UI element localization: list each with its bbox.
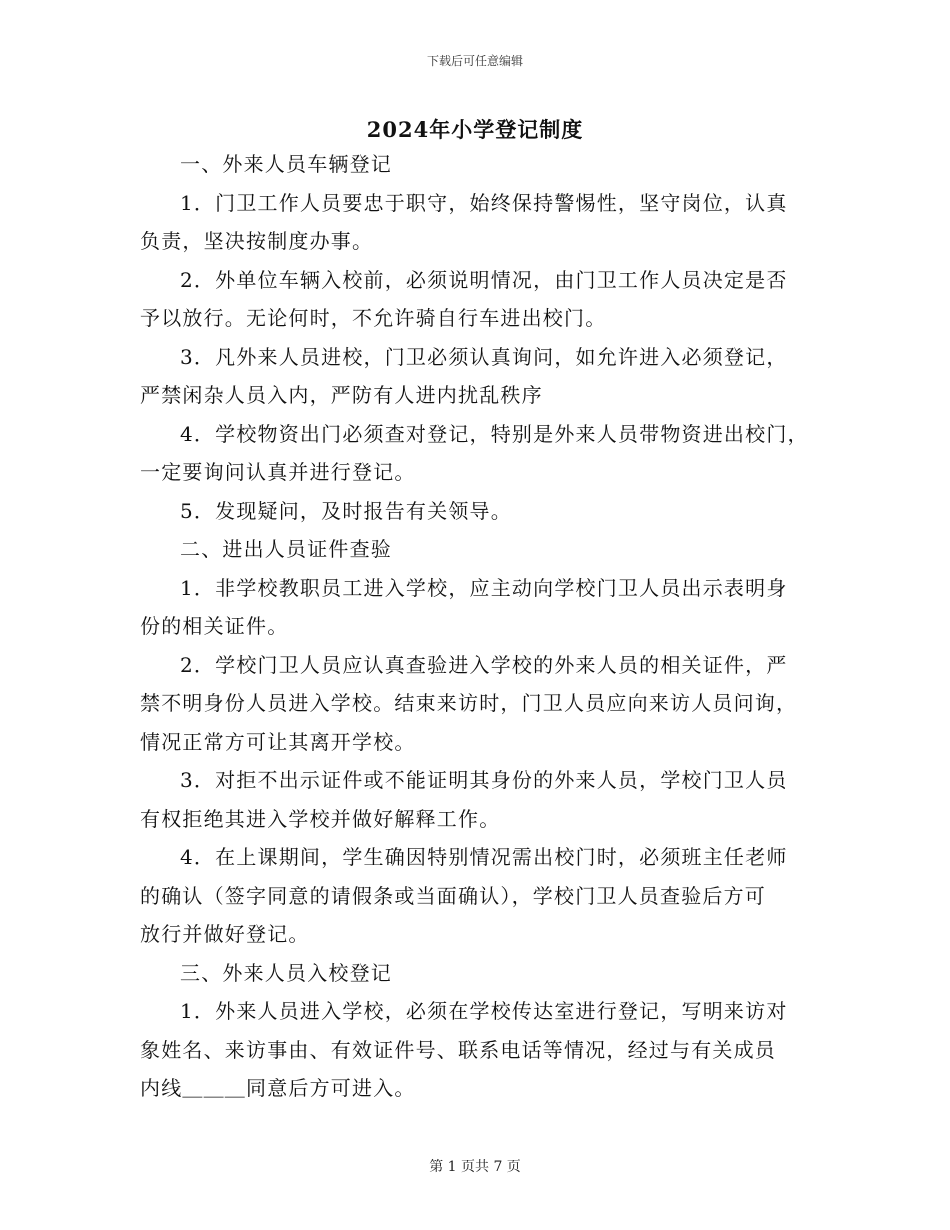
section-heading-2: 二、进出人员证件查验 <box>180 537 392 561</box>
paragraph: 5．发现疑问，及时报告有关领导。 <box>180 498 512 523</box>
paragraph: 2．学校门卫人员应认真查验进入学校的外来人员的相关证件，严 禁不明身份人员进入学校。结束来访时，门卫人员应向来访人员问询， 情况正常方可让其离开学校。 <box>140 652 798 754</box>
section-heading-3: 三、外来人员入校登记 <box>180 960 392 985</box>
section-heading-1: 一、外来人员车辆登记 <box>180 152 392 176</box>
paragraph: 2．外单位车辆入校前，必须说明情况，由门卫工作人员决定是否 予以放行。无论何时，不允许骑自行车进出校门。 <box>140 267 788 330</box>
paragraph: 1．非学校教职员工进入学校，应主动向学校门卫人员出示表明身 份的相关证件。 <box>140 575 788 638</box>
paragraph: 4．学校物资出门必须查对登记，特别是外来人员带物资进出校门， 一定要询问认真并进行登记。 <box>140 421 809 484</box>
paragraph: 1．门卫工作人员要忠于职守，始终保持警惕性，坚守岗位，认真 负责，坚决按制度办事。 <box>140 190 788 253</box>
paragraph: 3．对拒不出示证件或不能证明其身份的外来人员，学校门卫人员 有权拒绝其进入学校并做好解释工作。 <box>140 768 788 831</box>
paragraph: 3．凡外来人员进校，门卫必须认真询问，如允许进入必须登记， 严禁闲杂人员入内，严防有人进内扰乱秩序 <box>140 344 788 407</box>
page-footer: 第 1 页共 7 页 <box>429 1159 521 1175</box>
paragraph: 4．在上课期间，学生确因特别情况需出校门时，必须班主任老师 的确认（签字同意的请假条或当面确认），学校门卫人员查验后方可 放行并做好登记。 <box>140 845 788 946</box>
header-note: 下载后可任意编辑 <box>426 54 523 68</box>
paragraph: 1．外来人员进入学校，必须在学校传达室进行登记，写明来访对 象姓名、来访事由、有效证件号、联系电话等情况，经过与有关成员 内线＿＿＿同意后方可进入。 <box>140 999 788 1100</box>
document-title: 2024年小学登记制度 <box>366 117 584 142</box>
document-body <box>140 145 818 1108</box>
